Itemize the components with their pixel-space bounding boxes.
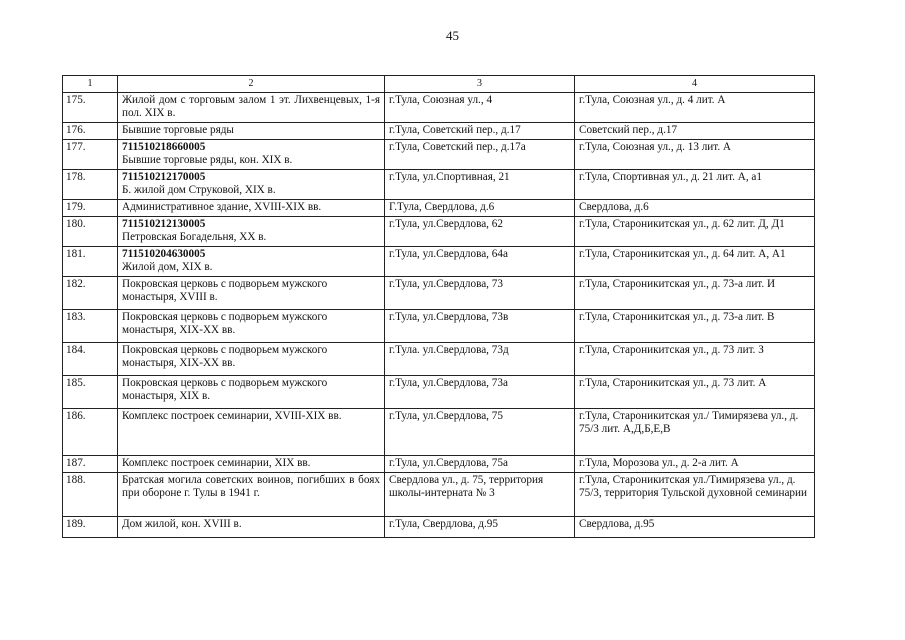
object-name: Бывшие торговые ряды, кон. XIX в. [122,154,293,166]
row-number: 188. [63,473,118,517]
address-cell: Свердлова ул., д. 75, территория школы-интерната № 3 [385,473,575,517]
current-address-cell: г.Тула, Староникитская ул., д. 64 лит. А, А1 [575,247,815,277]
row-number: 181. [63,247,118,277]
row-number: 187. [63,456,118,473]
address-cell: г.Тула. ул.Свердлова, 73д [385,343,575,376]
row-number: 180. [63,217,118,247]
address-cell: г.Тула, Советский пер., д.17а [385,140,575,170]
column-header-current-address: 4 [575,76,815,93]
row-number: 182. [63,277,118,310]
current-address-cell: г.Тула, Староникитская ул., д. 73-а лит. В [575,310,815,343]
object-cell [118,277,385,310]
column-header-address: 3 [385,76,575,93]
object-cell [118,376,385,409]
registry-code: 711510204630005 [122,248,206,260]
registry-code: 711510212170005 [122,171,206,183]
current-address-cell: г.Тула, Староникитская ул., д. 73 лит. А [575,376,815,409]
current-address-cell: г.Тула, Староникитская ул., д. 73 лит. З [575,343,815,376]
current-address-cell: г.Тула, Союзная ул., д. 13 лит. А [575,140,815,170]
table-body [63,93,815,538]
address-cell: Г.Тула, Свердлова, д.6 [385,200,575,217]
current-address-cell: г.Тула, Староникитская ул./ Тимирязева ул., д. 75/3 лит. А,Д,Б,Е,В [575,409,815,456]
row-number: 185. [63,376,118,409]
table-row [63,247,815,277]
object-cell [118,247,385,277]
object-cell [118,200,385,217]
object-name: Покровская церковь с подворьем мужского монастыря, XIX-XX вв. [122,311,328,336]
current-address-cell: Советский пер., д.17 [575,123,815,140]
object-name: Жилой дом, XIX в. [122,261,213,273]
address-cell: г.Тула, ул.Свердлова, 73в [385,310,575,343]
object-name: Комплекс построек семинарии, XVIII-XIX вв. [122,410,342,422]
table-row [63,517,815,538]
object-cell [118,456,385,473]
current-address-cell: г.Тула, Староникитская ул., д. 62 лит. Д, Д1 [575,217,815,247]
address-cell: г.Тула, Советский пер., д.17 [385,123,575,140]
address-cell: г.Тула, ул.Свердлова, 73а [385,376,575,409]
object-name: Комплекс построек семинарии, XIX вв. [122,457,311,469]
heritage-registry-table [62,75,815,538]
object-cell [118,217,385,247]
table-row [63,409,815,456]
table-row [63,456,815,473]
object-cell [118,343,385,376]
object-name: Братская могила советских воинов, погибших в боях при обороне г. Тулы в 1941 г. [122,474,380,499]
row-number: 184. [63,343,118,376]
row-number: 189. [63,517,118,538]
address-cell: г.Тула, Свердлова, д.95 [385,517,575,538]
current-address-cell: г.Тула, Староникитская ул./Тимирязева ул., д. 75/3, территория Тульской духовной семинарии [575,473,815,517]
object-name: Бывшие торговые ряды [122,124,234,136]
registry-code: 711510212130005 [122,218,206,230]
address-cell: г.Тула, ул.Свердлова, 73 [385,277,575,310]
address-cell: г.Тула, ул.Свердлова, 62 [385,217,575,247]
address-cell: г.Тула, ул.Спортивная, 21 [385,170,575,200]
table-row [63,473,815,517]
address-cell: г.Тула, ул.Свердлова, 75 [385,409,575,456]
row-number: 186. [63,409,118,456]
object-cell [118,170,385,200]
registry-code: 711510218660005 [122,141,206,153]
table-header-row [63,76,815,93]
object-name: Дом жилой, кон. XVIII в. [122,518,242,530]
object-cell [118,517,385,538]
row-number: 177. [63,140,118,170]
table-row [63,170,815,200]
table-row [63,93,815,123]
row-number: 183. [63,310,118,343]
object-name: Административное здание, XVIII-XIX вв. [122,201,322,213]
table-row [63,217,815,247]
table-row [63,123,815,140]
table-row [63,376,815,409]
current-address-cell: г.Тула, Морозова ул., д. 2-а лит. А [575,456,815,473]
object-name: Петровская Богадельня, XX в. [122,231,267,243]
object-name: Покровская церковь с подворьем мужского монастыря, XIX в. [122,377,328,402]
current-address-cell: г.Тула, Спортивная ул., д. 21 лит. А, а1 [575,170,815,200]
object-name: Покровская церковь с подворьем мужского монастыря, XIX-XX вв. [122,344,328,369]
table-row [63,343,815,376]
table-row [63,310,815,343]
address-cell: г.Тула, Союзная ул., 4 [385,93,575,123]
page-number: 45 [446,28,459,43]
column-header-object: 2 [118,76,385,93]
object-cell [118,140,385,170]
object-name: Покровская церковь с подворьем мужского монастыря, XVIII в. [122,278,328,303]
row-number: 175. [63,93,118,123]
address-cell: г.Тула, ул.Свердлова, 64а [385,247,575,277]
current-address-cell: г.Тула, Союзная ул., д. 4 лит. А [575,93,815,123]
address-cell: г.Тула, ул.Свердлова, 75а [385,456,575,473]
object-cell [118,473,385,517]
current-address-cell: г.Тула, Староникитская ул., д. 73-а лит. И [575,277,815,310]
object-cell [118,93,385,123]
table-row [63,140,815,170]
row-number: 179. [63,200,118,217]
current-address-cell: Свердлова, д.95 [575,517,815,538]
object-name: Б. жилой дом Струковой, XIX в. [122,184,276,196]
row-number: 178. [63,170,118,200]
object-cell [118,123,385,140]
column-header-number: 1 [63,76,118,93]
object-name: Жилой дом с торговым залом 1 эт. Лихвенцевых, 1-я пол. XIX в. [122,94,380,119]
object-cell [118,409,385,456]
table-row [63,277,815,310]
current-address-cell: Свердлова, д.6 [575,200,815,217]
row-number: 176. [63,123,118,140]
table-row [63,200,815,217]
object-cell [118,310,385,343]
